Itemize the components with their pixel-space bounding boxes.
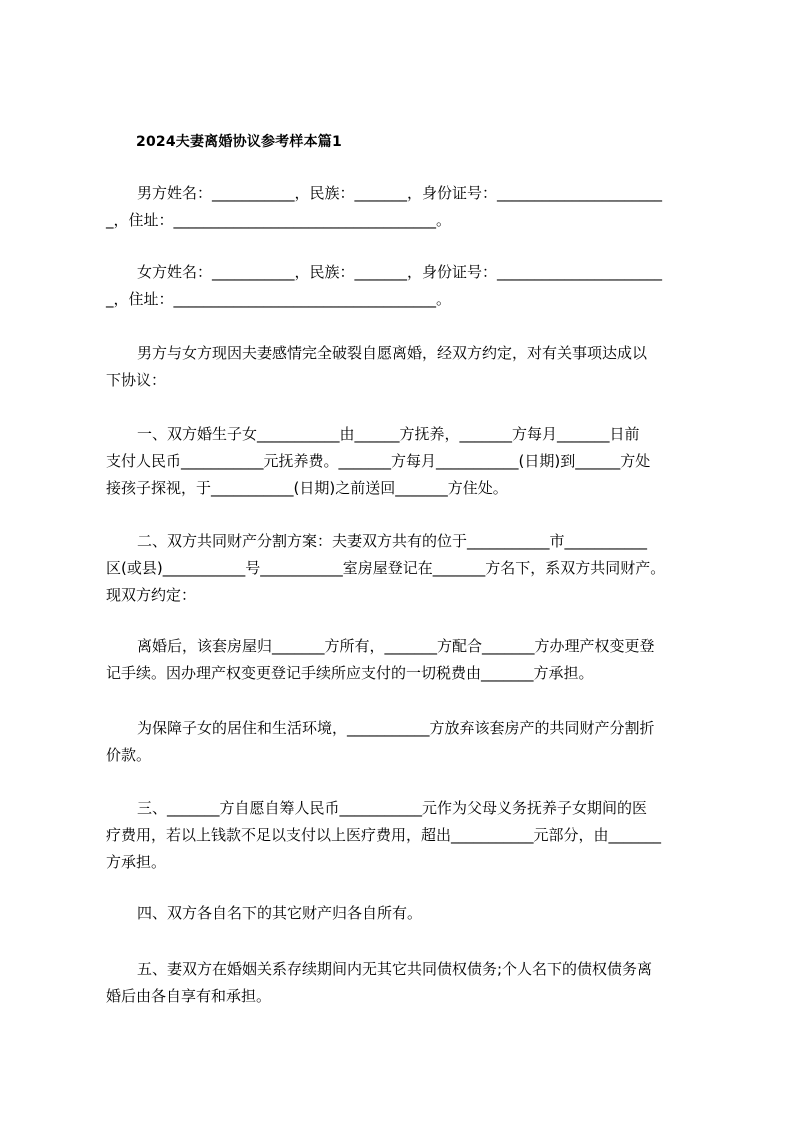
paragraph-line: _，住址：___________________________________。 [106,290,452,308]
paragraph-line: 接孩子探视，于___________(日期)之前送回_______方住处。 [106,479,508,497]
other-property-clause [106,900,706,927]
paragraph-line: 四、双方各自名下的其它财产归各自所有。 [137,904,423,922]
paragraph-line: 男方姓名：___________，民族：_______，身份证号：______________________ [137,184,663,202]
paragraph-line: 女方姓名：___________，民族：_______，身份证号：______________________ [137,263,663,281]
house-ownership-paragraph [106,633,706,687]
paragraph-line: 婚后由各自享有和承担。 [106,987,272,1005]
preamble-paragraph [106,340,706,394]
paragraph-line: 区(或县)___________号___________室房屋登记在_______方名下，系双方共同财产。 [106,559,666,577]
paragraph-line: 现双方约定： [106,586,197,604]
document-title: 2024夫妻离婚协议参考样本篇1 [136,134,342,150]
paragraph-line: 为保障子女的居住和生活环境，___________方放弃该套房产的共同财产分割折 [137,719,655,737]
paragraph-line: 下协议： [106,371,167,389]
paragraph-line: 一、双方婚生子女___________由______方抚养，_______方每月_______日前 [137,425,640,443]
paragraph-line: 离婚后，该套房屋归_______方所有，_______方配合_______方办理产权变更登 [137,637,655,655]
paragraph-line: 三、_______方自愿自筹人民币___________元作为父母义务抚养子女期间的医 [137,799,648,817]
paragraph-line: 男方与女方现因夫妻感情完全破裂自愿离婚，经双方约定，对有关事项达成以 [137,344,648,362]
paragraph-line: 支付人民币___________元抚养费。_______方每月___________(日期)到______方处 [106,452,651,470]
male-info-paragraph [106,180,706,234]
child-living-paragraph [106,715,706,769]
paragraph-line: 记手续。因办理产权变更登记手续所应支付的一切税费由_______方承担。 [106,664,594,682]
property-division-clause [106,528,706,609]
paragraph-line: _，住址：___________________________________。 [106,211,452,229]
paragraph-line: 价款。 [106,746,152,764]
paragraph-line: 方承担。 [106,853,167,871]
debt-clause [106,956,706,1010]
child-custody-clause [106,421,706,502]
paragraph-line: 疗费用，若以上钱款不足以支付以上医疗费用，超出___________元部分，由_______ [106,826,662,844]
paragraph-line: 二、双方共同财产分割方案：夫妻双方共有的位于___________市___________ [137,532,648,550]
medical-expense-clause [106,795,706,876]
female-info-paragraph [106,259,706,313]
paragraph-line: 五、妻双方在婚姻关系存续期间内无其它共同债权债务;个人名下的债权债务离 [137,960,653,978]
